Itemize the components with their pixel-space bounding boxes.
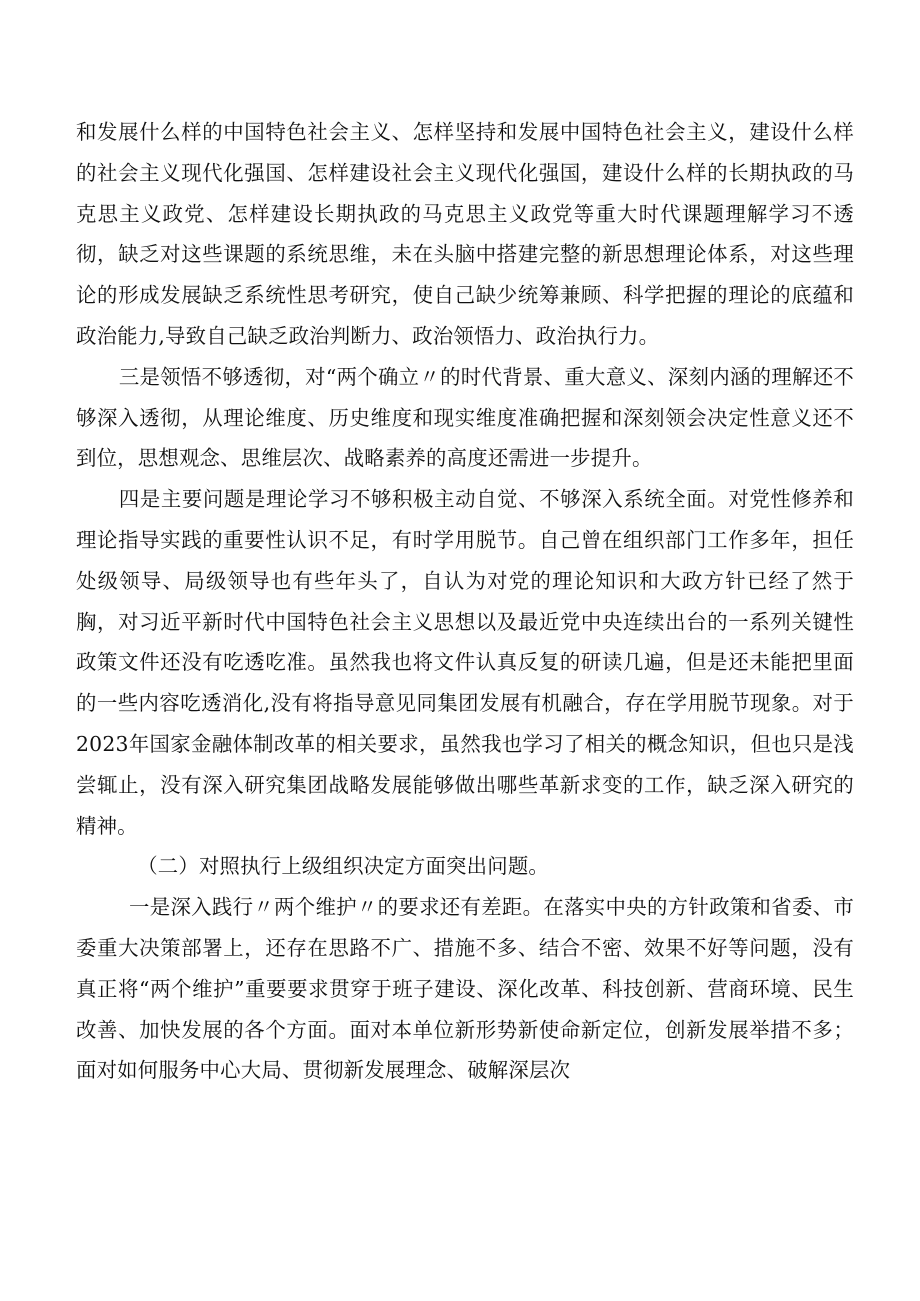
paragraph-continuation: 和发展什么样的中国特色社会主义、怎样坚持和发展中国特色社会主义，建设什么样的社会主义现代化强国、怎样建设社会主义现代化强国，建设什么样的长期执政的马克思主义政党、怎样建设长期执政的马克思主义政党等重大时代课题理解学习不透彻，缺乏对这些课题的系统思维，未在头脑中搭建完整的新思想理论体系，对这些理论的形成发展缺乏系统性思考研究，使自己缺少统筹兼顾、科学把握的理论的底蕴和政治能力,导致自己缺乏政治判断力、政治领悟力、政治执行力。 [76,120,854,348]
document-body [76,112,854,1091]
paragraph-point-one: 一是深入践行〃两个维护〃的要求还有差距。在落实中央的方针政策和省委、市委重大决策部署上，还存在思路不广、措施不多、结合不密、效果不好等问题，没有真正将“两个维护”重要要求贯穿于班子建设、深化改革、科技创新、营商环境、民生改善、加快发展的各个方面。面对本单位新形势新使命新定位，创新发展举措不多；面对如何服务中心大局、贯彻新发展理念、破解深层次 [76,895,854,1083]
section-heading: （二）对照执行上级组织决定方面突出问题。 [137,854,549,879]
paragraph-point-four: 四是主要问题是理论学习不够积极主动自觉、不够深入系统全面。对党性修养和理论指导实践的重要性认识不足，有时学用脱节。自己曾在组织部门工作多年，担任处级领导、局级领导也有些年头了，自认为对党的理论知识和大政方针已经了然于胸，对习近平新时代中国特色社会主义思想以及最近党中央连续出台的一系列关键性政策文件还没有吃透吃准。虽然我也将文件认真反复的研读几遍，但是还未能把里面的一些内容吃透消化,没有将指导意见同集团发展有机融合，存在学用脱节现象。对于2023年国家金融体制改革的相关要求，虽然我也学习了相关的概念知识，但也只是浅尝辄止，没有深入研究集团战略发展能够做出哪些革新求变的工作，缺乏深入研究的精神。 [76,487,854,838]
paragraph-point-three: 三是领悟不够透彻，对“两个确立〃的时代背景、重大意义、深刻内涵的理解还不够深入透彻，从理论维度、历史维度和现实维度准确把握和深刻领会决定性意义还不到位，思想观念、思维层次、战略素养的高度还需进一步提升。 [76,364,854,471]
